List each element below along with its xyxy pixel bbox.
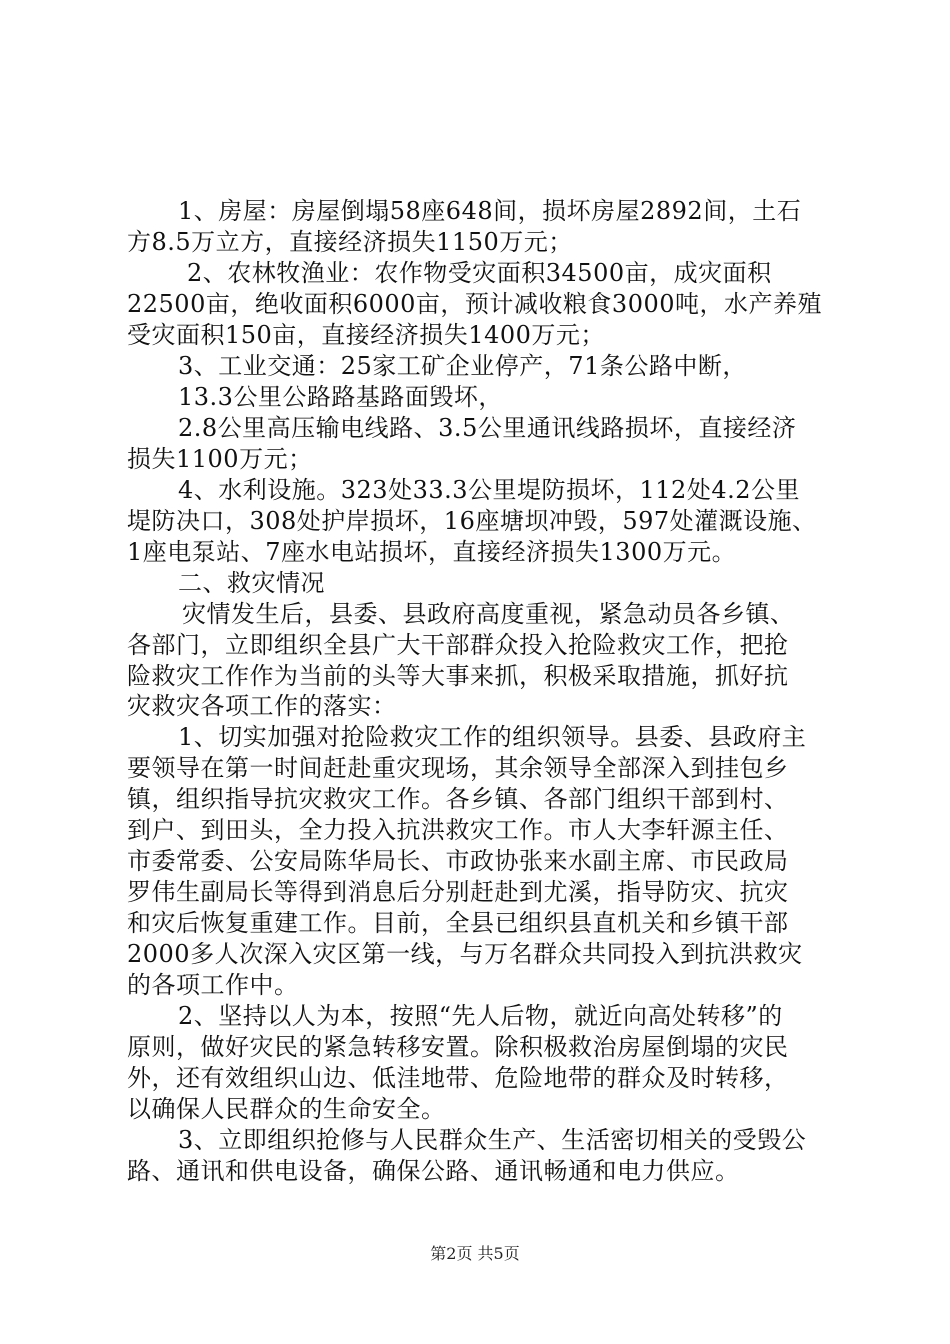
text-line: 堤防决口，308处护岸损坏，16座塘坝冲毁，597处灌溉设施、: [127, 507, 817, 535]
text-line: 路、通讯和供电设备，确保公路、通讯畅通和电力供应。: [127, 1157, 740, 1185]
text-line: 1座电泵站、7座水电站损坏，直接经济损失1300万元。: [127, 538, 737, 566]
text-line: 各部门，立即组织全县广大干部群众投入抢险救灾工作，把抢: [127, 631, 789, 659]
text-line: 方8.5万立方，直接经济损失1150万元；: [127, 228, 573, 256]
text-line: 损失1100万元；: [127, 445, 313, 473]
text-line: 3、立即组织抢修与人民群众生产、生活密切相关的受毁公: [178, 1126, 807, 1154]
text-line: 2.8公里高压输电线路、3.5公里通讯线路损坏，直接经济: [178, 414, 797, 442]
text-line: 镇，组织指导抗灾救灾工作。各乡镇、各部门组织干部到村、: [127, 785, 789, 813]
text-line: 险救灾工作作为当前的头等大事来抓，积极采取措施，抓好抗: [127, 662, 789, 690]
text-line: 原则，做好灾民的紧急转移安置。除积极救治房屋倒塌的灾民: [127, 1033, 789, 1061]
text-line: 外，还有效组织山边、低洼地带、危险地带的群众及时转移，: [127, 1064, 789, 1092]
text-line: 罗伟生副局长等得到消息后分别赶赴到尤溪，指导防灾、抗灾: [127, 878, 789, 906]
text-line: 2、坚持以人为本，按照“先人后物，就近向高处转移”的: [178, 1002, 783, 1030]
text-line: 4、水利设施。323处33.3公里堤防损坏，112处4.2公里: [178, 476, 800, 504]
text-line: 到户、到田头，全力投入抗洪救灾工作。市人大李轩源主任、: [127, 816, 789, 844]
text-line: 22500亩，绝收面积6000亩，预计减收粮食3000吨，水产养殖: [127, 290, 823, 318]
text-line: 以确保人民群众的生命安全。: [127, 1095, 446, 1123]
text-line: 要领导在第一时间赶赴重灾现场，其余领导全部深入到挂包乡: [127, 754, 789, 782]
text-line: 2、农林牧渔业：农作物受灾面积34500亩，成灾面积: [187, 259, 772, 287]
text-line: 1、切实加强对抢险救灾工作的组织领导。县委、县政府主: [178, 723, 807, 751]
text-line: 受灾面积150亩，直接经济损失1400万元；: [127, 321, 605, 349]
text-line: 3、工业交通：25家工矿企业停产，71条公路中断，: [178, 352, 747, 380]
text-line: 市委常委、公安局陈华局长、市政协张来水副主席、市民政局: [127, 847, 789, 875]
text-line: 的各项工作中。: [127, 971, 299, 999]
text-line: 灾情发生后，县委、县政府高度重视，紧急动员各乡镇、: [182, 600, 795, 628]
text-line: 灾救灾各项工作的落实：: [127, 692, 397, 720]
text-line: 2000多人次深入灾区第一线，与万名群众共同投入到抗洪救灾: [127, 940, 803, 968]
text-line: 13.3公里公路路基路面毁坏，: [178, 383, 503, 411]
text-line: 和灾后恢复重建工作。目前，全县已组织县直机关和乡镇干部: [127, 909, 789, 937]
section-heading: 二、救灾情况: [178, 569, 325, 597]
text-line: 1、房屋：房屋倒塌58座648间，损坏房屋2892间，土石: [178, 197, 802, 225]
page-footer: 第2页 共5页: [430, 1244, 520, 1263]
